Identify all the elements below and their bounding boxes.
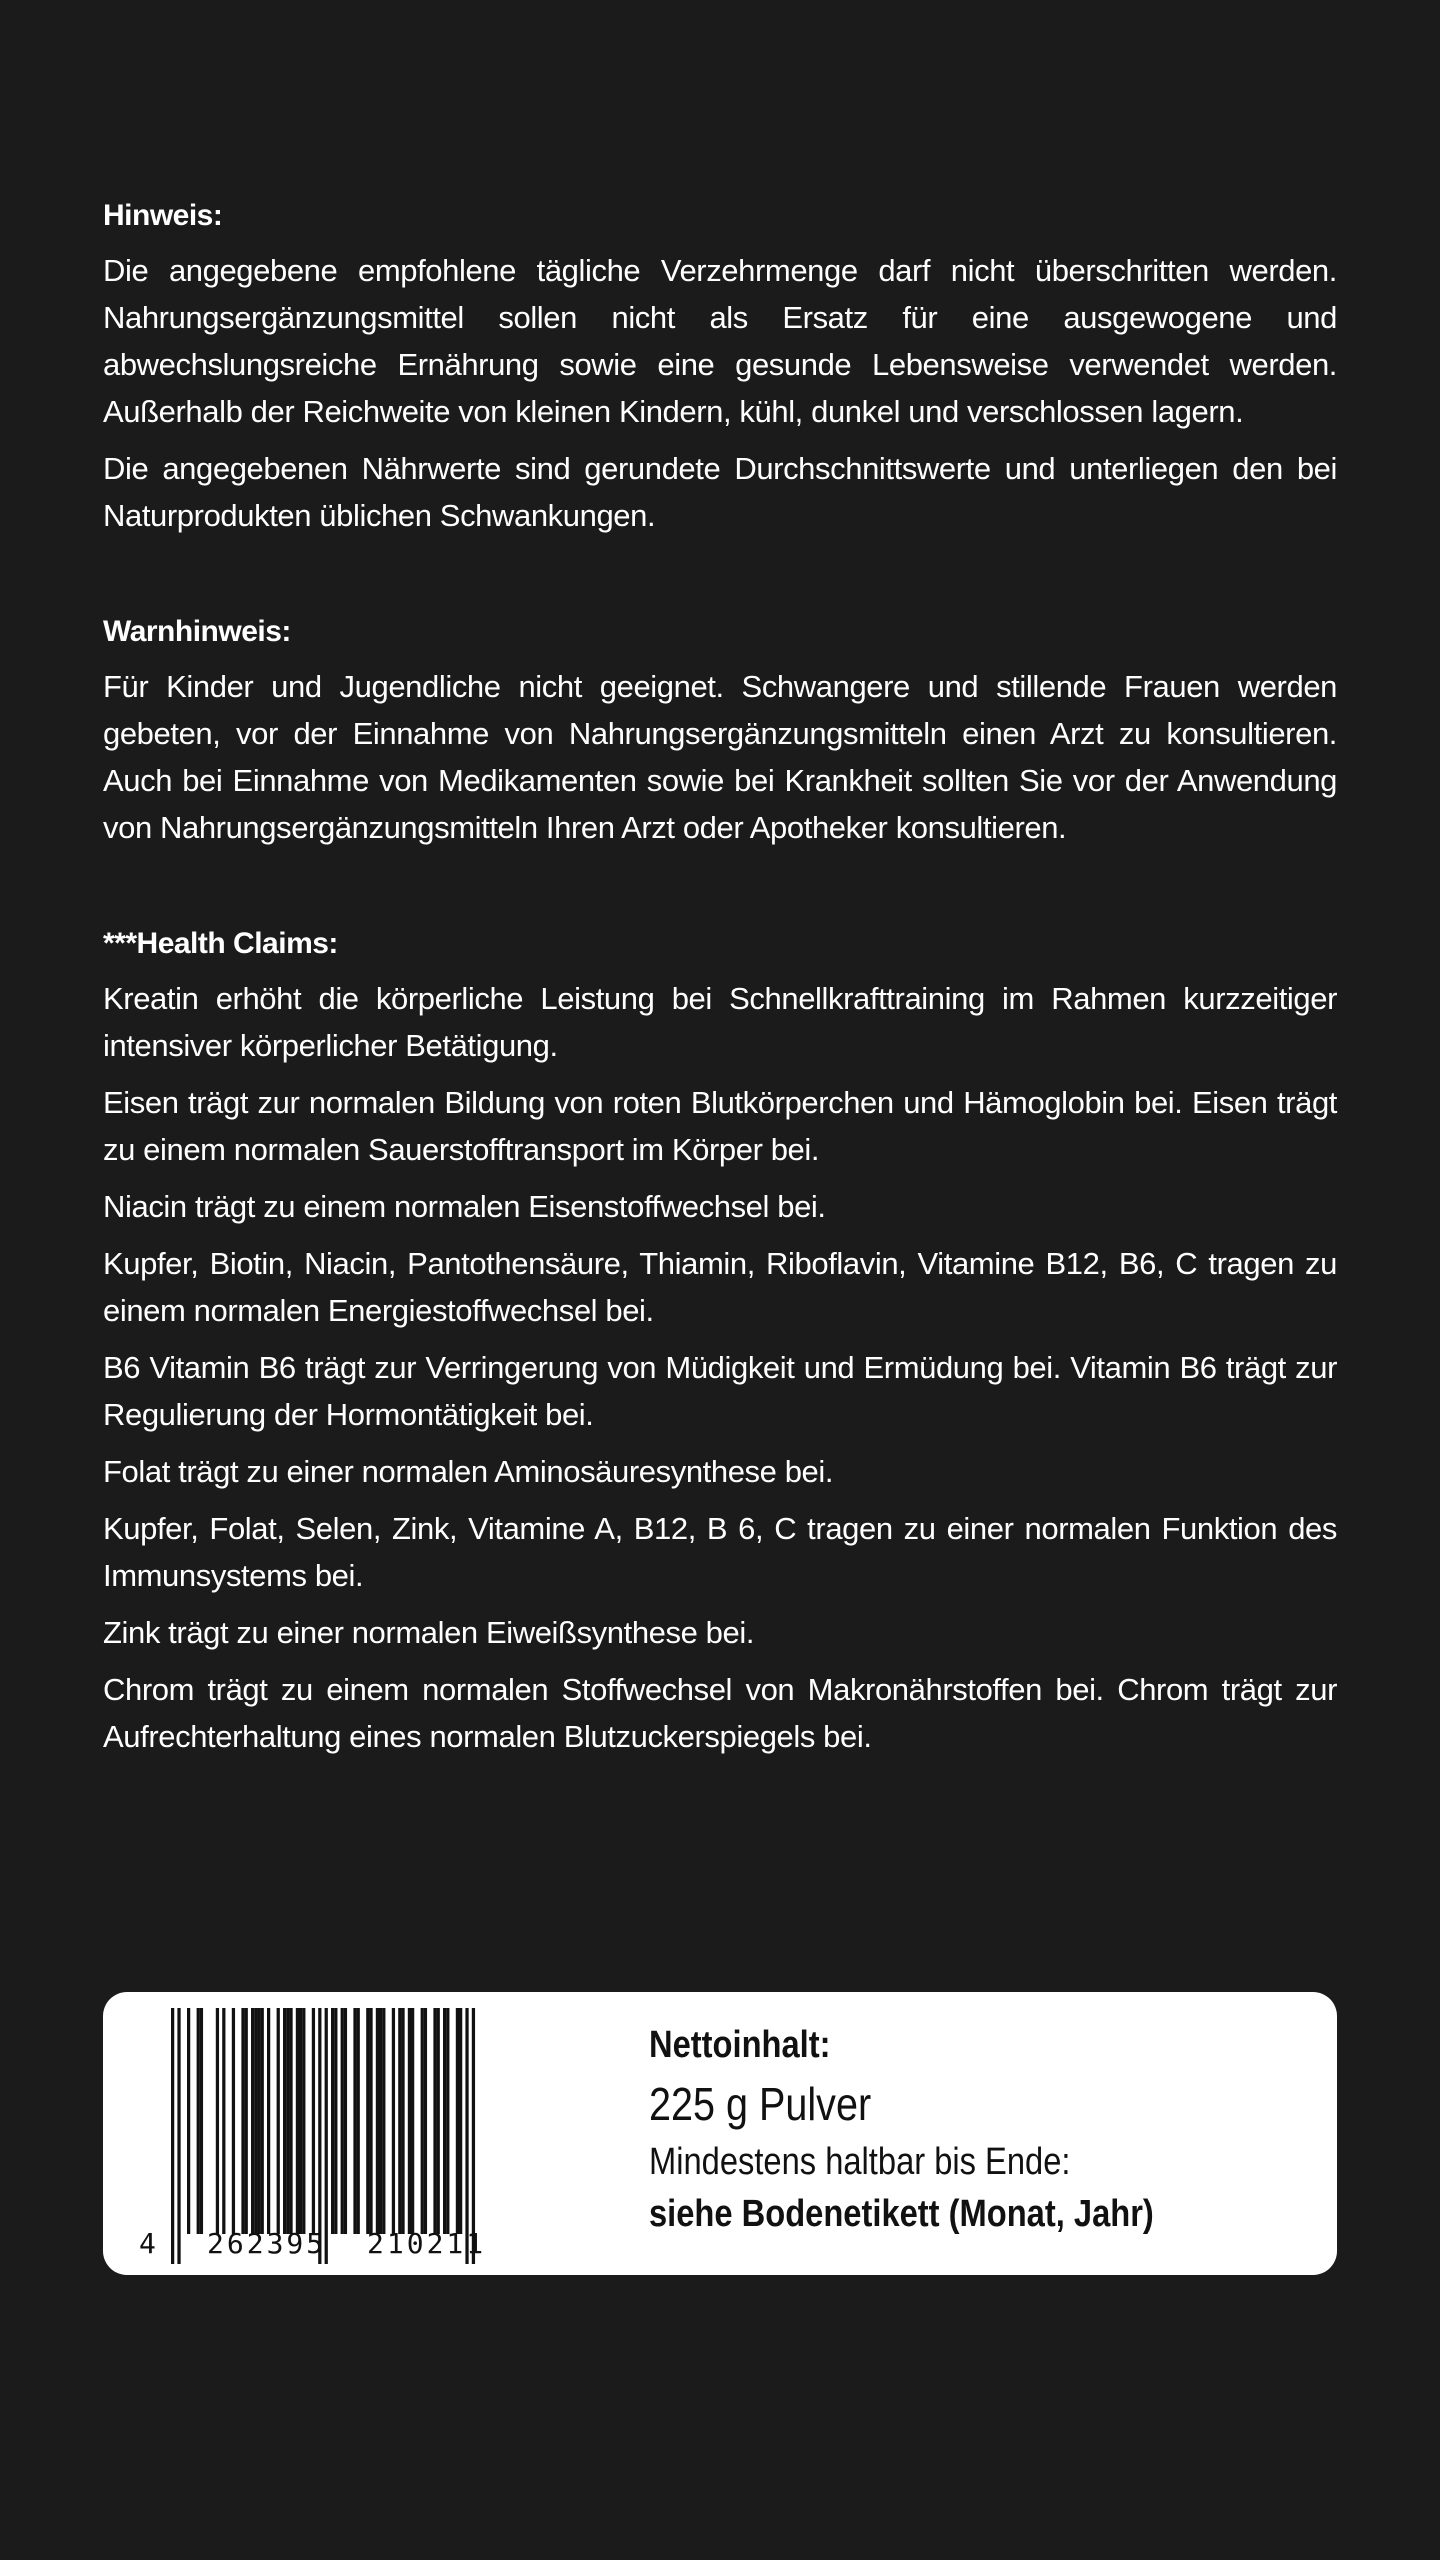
warnhinweis-title: Warnhinweis: xyxy=(103,615,291,648)
barcode-bar xyxy=(197,2008,200,2234)
barcode-bar xyxy=(257,2008,260,2234)
barcode-bar xyxy=(353,2008,356,2234)
barcode-bar xyxy=(421,2008,424,2234)
barcode-bar xyxy=(392,2008,395,2234)
barcode-bar xyxy=(299,2008,302,2234)
barcode-bar xyxy=(357,2008,360,2234)
barcode-bar xyxy=(245,2008,248,2234)
barcode-bar xyxy=(398,2008,401,2234)
barcode-digits xyxy=(135,2224,585,2264)
barcode-bar xyxy=(289,2008,292,2234)
health-claims-section xyxy=(103,921,1337,1760)
barcode-bar xyxy=(382,2008,385,2234)
hinweis-section xyxy=(103,193,1337,539)
barcode-bar xyxy=(216,2008,219,2234)
health-claim-paragraph: Eisen trägt zur normalen Bildung von roten Blutkörperchen und Hämoglobin bei. Eisen trägt zu einem normalen Sauerstofftransport im Körper bei. xyxy=(103,1085,1337,1167)
barcode-bar xyxy=(241,2008,244,2234)
health-claim-paragraph: B6 Vitamin B6 trägt zur Verringerung von Müdigkeit und Ermüdung bei. Vitamin B6 trägt zur Regulierung der Hormontätigkeit bei. xyxy=(103,1350,1337,1432)
text-content xyxy=(103,193,1337,1830)
barcode-bar xyxy=(277,2008,280,2234)
barcode-bar xyxy=(344,2008,347,2234)
label-text xyxy=(649,2018,1309,2240)
barcode-bar xyxy=(424,2008,427,2234)
barcode-bar xyxy=(312,2008,315,2234)
barcode-bar xyxy=(267,2008,270,2234)
barcode-bar xyxy=(200,2008,203,2234)
barcode xyxy=(135,2006,555,2264)
barcode-bar xyxy=(379,2008,382,2234)
barcode-bar xyxy=(366,2008,369,2234)
barcode-bar xyxy=(443,2008,446,2234)
barcode-bar xyxy=(187,2008,190,2234)
barcode-bar xyxy=(456,2008,459,2234)
barcode-bar xyxy=(401,2008,404,2234)
health-claim-paragraph: Kupfer, Folat, Selen, Zink, Vitamine A, B12, B 6, C tragen zu einer normalen Funktion des Immunsystems bei. xyxy=(103,1511,1337,1593)
product-label-box xyxy=(103,1992,1337,2275)
best-before-label: Mindestens haltbar bis Ende: xyxy=(649,2141,1071,2183)
barcode-bar xyxy=(331,2008,334,2234)
barcode-bar xyxy=(376,2008,379,2234)
barcode-right-group: 210211 xyxy=(367,2227,487,2260)
barcode-bar xyxy=(408,2008,411,2234)
barcode-bar xyxy=(411,2008,414,2234)
barcode-bar xyxy=(369,2008,372,2234)
barcode-bar xyxy=(446,2008,449,2234)
health-claim-paragraph: Chrom trägt zu einem normalen Stoffwechsel von Makronährstoffen bei. Chrom trägt zur Aufrechterhaltung eines normalen Blutzuckerspiegels bei. xyxy=(103,1672,1337,1754)
hinweis-paragraph: Die angegebene empfohlene tägliche Verzehrmenge darf nicht überschritten werden. Nahrungsergänzungsmittel sollen nicht als Ersatz für eine ausgewogene und abwechslungsreiche Ernährung sowie eine gesunde Lebensweise verwendet werden. Außerhalb der Reichweite von kleinen Kindern, kühl, dunkel und verschlossen lagern. xyxy=(103,253,1337,429)
barcode-bar xyxy=(334,2008,337,2234)
barcode-first-digit: 4 xyxy=(139,2227,156,2260)
barcode-bar xyxy=(341,2008,344,2234)
barcode-bar xyxy=(254,2008,257,2234)
health-claim-paragraph: Niacin trägt zu einem normalen Eisenstoffwechsel bei. xyxy=(103,1189,826,1224)
health-claim-paragraph: Kupfer, Biotin, Niacin, Pantothensäure, Thiamin, Riboflavin, Vitamine B12, B6, C tragen zu einem normalen Energiestoffwechsel bei. xyxy=(103,1246,1337,1328)
warnhinweis-section xyxy=(103,609,1337,851)
barcode-bar xyxy=(286,2008,289,2234)
barcode-bar xyxy=(261,2008,264,2234)
barcode-bar xyxy=(283,2008,286,2234)
barcode-bar xyxy=(433,2008,436,2234)
barcode-bar xyxy=(296,2008,299,2234)
health-claims-title: ***Health Claims: xyxy=(103,927,338,960)
barcode-bar xyxy=(251,2008,254,2234)
health-claim-paragraph: Folat trägt zu einer normalen Aminosäuresynthese bei. xyxy=(103,1454,834,1489)
health-claim-paragraph: Zink trägt zu einer normalen Eiweißsynthese bei. xyxy=(103,1615,755,1650)
best-before-value: siehe Bodenetikett (Monat, Jahr) xyxy=(649,2193,1154,2235)
barcode-bar xyxy=(302,2008,305,2234)
hinweis-title: Hinweis: xyxy=(103,199,223,232)
barcode-bar xyxy=(437,2008,440,2234)
barcode-bar xyxy=(222,2008,225,2234)
hinweis-paragraph: Die angegebenen Nährwerte sind gerundete Durchschnittswerte und unterliegen den bei Naturprodukten üblichen Schwankungen. xyxy=(103,451,1337,533)
warnhinweis-paragraph: Für Kinder und Jugendliche nicht geeignet. Schwangere und stillende Frauen werden gebeten, vor der Einnahme von Nahrungsergänzungsmitteln einen Arzt zu konsultieren. Auch bei Einnahme von Medikamenten sowie bei Krankheit sollten Sie vor der Anwendung von Nahrungsergänzungsmitteln Ihren Arzt oder Apotheker konsultieren. xyxy=(103,669,1337,845)
barcode-bar xyxy=(232,2008,235,2234)
net-content-value: 225 g Pulver xyxy=(649,2078,872,2130)
barcode-left-group: 262395 xyxy=(207,2227,327,2260)
barcode-bar xyxy=(459,2008,462,2234)
health-claim-paragraph: Kreatin erhöht die körperliche Leistung bei Schnellkrafttraining im Rahmen kurzzeitiger intensiver körperlicher Betätigung. xyxy=(103,981,1337,1063)
net-content-label: Nettoinhalt: xyxy=(649,2024,831,2066)
